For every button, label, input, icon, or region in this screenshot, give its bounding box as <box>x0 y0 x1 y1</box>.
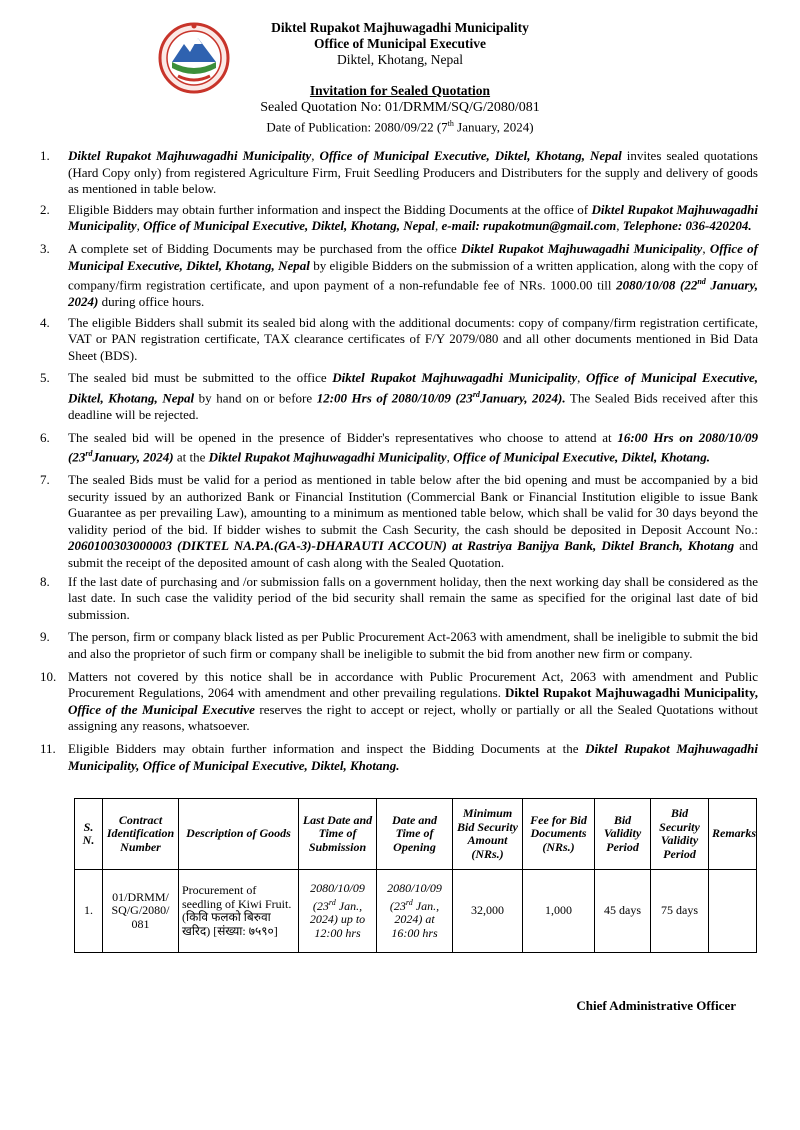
text-run: Telephone: 036-420204. <box>622 218 752 234</box>
text-run: Matters not covered by this notice shall be in accordance with Public Procurement Act, 2063 with amendment and Public Procurement Regulations, 2064 with amendment and other prevailing regulations. <box>68 668 758 701</box>
list-item-text <box>68 430 758 467</box>
text-run: The sealed Bids must be valid for a period as mentioned in table below after the bid opening and must be accompanied by a bid security issued by an authorized Bank or Financial Institution (Commercial Bank or Financial Institution eligible to issue Bank Guarantee as per prevailing Law), amounting to a minimum as mentioned table below, which shall be valid for 30 days beyond the validity period of the bid. If bidder wishes to submit the Cash Security, the cash should be deposited in Deposit Account No.: <box>68 472 758 537</box>
table-header-cell: Date and Time of Opening <box>377 799 453 870</box>
text-run: Diktel Rupakot Majhuwagadhi Municipality, Office of Municipal Executive, Diktel, Khotang. <box>68 740 758 773</box>
list-item-number: 11. <box>40 740 56 756</box>
text-run: Diktel Rupakot Majhuwagadhi Municipality <box>208 449 447 465</box>
text-run: January, 2024). <box>479 390 566 406</box>
text-run: e-mail: rupakotmun@gmail.com <box>441 218 617 234</box>
list-item <box>40 574 758 624</box>
table-header-cell: Description of Goods <box>179 799 299 870</box>
text-run: Eligible Bidders may obtain further information and inspect the Bidding Documents at the office of <box>68 201 592 217</box>
text-run: , <box>435 218 442 234</box>
table-header-cell: Contract Identification Number <box>103 799 179 870</box>
text-run: by hand on or before <box>194 390 317 406</box>
text-run: , <box>446 449 454 465</box>
text-run: Diktel Rupakot Majhuwagadhi Municipality <box>332 370 578 386</box>
table-header-cell: Bid Security Validity Period <box>651 799 709 870</box>
cell-security-amount: 32,000 <box>453 870 523 953</box>
text-run: The Sealed Bids received after this deadline will be rejected. <box>68 390 758 422</box>
list-item-number: 5. <box>40 370 50 386</box>
list-item-number: 2. <box>40 201 50 217</box>
text-run: Diktel Rupakot Majhuwagadhi Municipality, <box>505 685 759 701</box>
list-item <box>40 430 758 467</box>
org-name: Diktel Rupakot Majhuwagadhi Municipality <box>271 20 529 35</box>
text-run: during office hours. <box>98 294 205 310</box>
text-run: rd <box>85 449 93 459</box>
notice-title: Invitation for Sealed Quotation <box>309 83 491 98</box>
list-item-text <box>68 741 758 774</box>
list-item-text <box>68 315 758 365</box>
text-run: at the <box>173 449 209 465</box>
signature-title: Chief Administrative Officer <box>576 998 736 1013</box>
office-address: Diktel, Khotang, Nepal <box>337 52 463 67</box>
list-item-text <box>68 669 758 735</box>
text-run: 16:00 Hrs on 2080/10/09 (23 <box>68 429 758 465</box>
text-run: The eligible Bidders shall submit its sealed bid along with the additional documents: copy of company/firm registration certificate, VAT or PAN registration certificate, TAX clearance certificates of F/Y 2079/080 and all other documents mentioned in Bid Data Sheet (BDS). <box>68 314 758 363</box>
list-item <box>40 741 758 774</box>
list-item <box>40 472 758 572</box>
cell-opening: 2080/10/09 (23rd Jan., 2024) at 16:00 hrs <box>377 870 453 953</box>
cell-validity: 45 days <box>595 870 651 953</box>
list-item-number: 1. <box>40 148 50 163</box>
list-item-text <box>68 370 758 423</box>
list-item-text <box>68 148 758 198</box>
text-run: Eligible Bidders may obtain further information and inspect the Bidding Documents at the <box>68 740 586 756</box>
list-item-text <box>68 574 758 624</box>
table-header-cell: Fee for Bid Documents (NRs.) <box>523 799 595 870</box>
cell-submission: 2080/10/09 (23rd Jan., 2024) up to 12:00 hrs <box>299 870 377 953</box>
text-run: The person, firm or company black listed as per Public Procurement Act-2063 with amendment, shall be ineligible to submit the bid and also the proprietor of such firm or company shall be ineligible to submit the bid from another new firm or company. <box>68 629 758 662</box>
cell-security-validity: 75 days <box>651 870 709 953</box>
list-item-number: 6. <box>40 429 50 445</box>
text-run: reserves the right to accept or reject, wholly or partially or all the Sealed Quotations without assigning any reasons, whatsoever. <box>68 701 758 734</box>
text-run: Office of Municipal Executive, Diktel, Khotang, Nepal <box>68 240 759 273</box>
list-item-number: 9. <box>40 629 50 645</box>
text-run: Office of Municipal Executive, Diktel, Khotang, Nepal <box>68 370 758 406</box>
cell-description: Procurement of seedling of Kiwi Fruit. (किवि फलको बिरुवा खरिद) [संख्या: ७५९०] <box>179 870 299 953</box>
cell-sn: 1. <box>75 870 103 953</box>
notice-items-list <box>40 148 758 774</box>
text-run: , <box>577 370 586 386</box>
list-item <box>40 148 758 198</box>
list-item <box>40 241 758 311</box>
list-item <box>40 629 758 662</box>
list-item-number: 4. <box>40 314 50 330</box>
table-header-cell: Minimum Bid Security Amount (NRs.) <box>453 799 523 870</box>
text-run: 12:00 Hrs of 2080/10/09 (23 <box>316 390 473 406</box>
list-item-text <box>68 629 758 662</box>
text-run: A complete set of Bidding Documents may be purchased from the office <box>68 240 462 256</box>
text-run: , <box>311 148 320 163</box>
text-run: Diktel Rupakot Majhuwagadhi Municipality <box>68 201 759 234</box>
text-run: nd <box>697 277 706 287</box>
text-run: , <box>136 218 144 234</box>
text-run: rd <box>472 390 480 400</box>
text-run: The sealed bid will be opened in the presence of Bidder's representatives who choose to attend at <box>68 429 618 445</box>
quotation-number: Sealed Quotation No: 01/DRMM/SQ/G/2080/081 <box>260 100 540 115</box>
text-run: Diktel Rupakot Majhuwagadhi Municipality <box>461 240 703 256</box>
table-header-cell: S. N. <box>75 799 103 870</box>
text-run: , <box>616 218 623 234</box>
list-item-number: 3. <box>40 240 50 256</box>
text-run: Diktel Rupakot Majhuwagadhi Municipality <box>68 148 312 163</box>
cell-fee: 1,000 <box>523 870 595 953</box>
bid-table <box>74 798 757 953</box>
cell-contract-id: 01/DRMM/ SQ/G/2080/ 081 <box>103 870 179 953</box>
text-run: January, 2024) <box>92 449 174 465</box>
publication-date: Date of Publication: 2080/09/22 (7th January, 2024) <box>266 119 534 135</box>
text-run: and submit the receipt of the deposited amount of cash along with the Sealed Quotation. <box>68 538 758 571</box>
table-header-cell: Remarks <box>709 799 757 870</box>
notice-title-block <box>200 82 600 135</box>
list-item-text <box>68 472 758 572</box>
list-item <box>40 202 758 235</box>
text-run: Office of Municipal Executive, Diktel, Khotang, Nepal <box>319 148 622 163</box>
list-item <box>40 669 758 735</box>
list-item-number: 8. <box>40 573 50 589</box>
text-run: January, 2024) <box>68 277 758 310</box>
text-run: invites sealed quotations (Hard Copy only) from registered Agriculture Firm, Fruit Seedling Producers and Distributers for the supply and delivery of goods as mentioned in table below. <box>68 148 758 197</box>
table-header-cell: Bid Validity Period <box>595 799 651 870</box>
list-item-text <box>68 241 758 311</box>
list-item-text <box>68 202 758 235</box>
text-run: by eligible Bidders on the submission of a written application, along with the copy of company/firm registration certificate, and upon payment of a non-refundable fee of NRs. 1000.00 till <box>68 257 758 293</box>
table-header-cell: Last Date and Time of Submission <box>299 799 377 870</box>
text-run: Office of Municipal Executive, Diktel, Khotang. <box>453 449 711 465</box>
text-run: , <box>702 240 710 256</box>
list-item-number: 10. <box>40 668 57 684</box>
text-run: 2060100303000003 (DIKTEL NA.PA.(GA-3)-DHARAUTI ACCOUN) at Rastriya Banijya Bank, Diktel Branch, Khotang <box>68 538 735 554</box>
text-run: If the last date of purchasing and /or submission falls on a government holiday, then the next working day shall be considered as the last date. In such case the validity period of the bid security shall remain the same as specified for the original last date of bid submission. <box>68 573 758 622</box>
text-run: Office of the Municipal Executive <box>68 701 255 717</box>
letterhead <box>230 20 570 68</box>
cell-remarks <box>709 870 757 953</box>
office-name: Office of Municipal Executive <box>313 36 487 51</box>
text-run: The sealed bid must be submitted to the office <box>68 370 333 386</box>
text-run: 2080/10/08 (22 <box>616 277 698 293</box>
text-run: Office of Municipal Executive, Diktel, Khotang, Nepal <box>143 218 436 234</box>
table-row <box>75 870 757 953</box>
list-item <box>40 370 758 423</box>
table-header-row <box>75 799 757 870</box>
list-item <box>40 315 758 365</box>
list-item-number: 7. <box>40 472 50 488</box>
